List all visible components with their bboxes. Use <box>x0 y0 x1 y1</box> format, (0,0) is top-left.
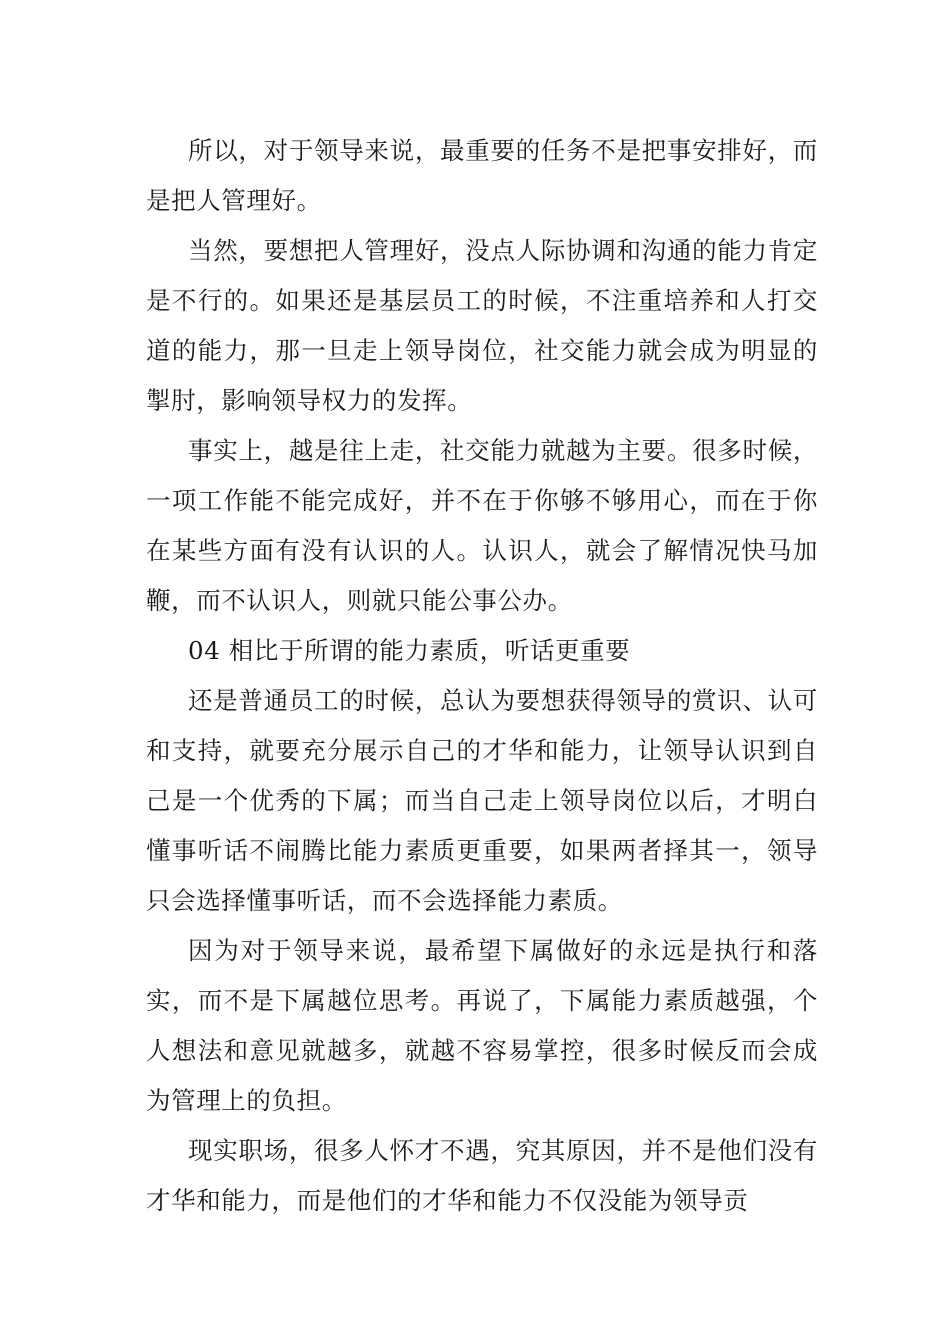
paragraph-1: 所以，对于领导来说，最重要的任务不是把事安排好，而是把人管理好。 <box>146 136 818 215</box>
paragraph-4: 还是普通员工的时候，总认为要想获得领导的赏识、认可和支持，就要充分展示自己的才华和能力，让领导认识到自己是一个优秀的下属；而当自己走上领导岗位以后，才明白懂事听话不闹腾比能力素质更重要，如果两者择其一，领导只会选择懂事听话，而不会选择能力素质。 <box>146 686 818 915</box>
paragraph-5: 因为对于领导来说，最希望下属做好的永远是执行和落实，而不是下属越位思考。再说了，下属能力素质越强，个人想法和意见就越多，就越不容易掌控，很多时候反而会成为管理上的负担。 <box>146 936 818 1115</box>
paragraph-2: 当然，要想把人管理好，没点人际协调和沟通的能力肯定是不行的。如果还是基层员工的时候，不注重培养和人打交道的能力，那一旦走上领导岗位，社交能力就会成为明显的掣肘，影响领导权力的发挥。 <box>146 236 818 415</box>
document-body <box>146 126 818 1226</box>
section-heading: 04 相比于所谓的能力素质，听话更重要 <box>188 636 631 665</box>
paragraph-6: 现实职场，很多人怀才不遇，究其原因，并不是他们没有才华和能力，而是他们的才华和能力不仅没能为领导贡 <box>146 1136 818 1215</box>
paragraph-3: 事实上，越是往上走，社交能力就越为主要。很多时候，一项工作能不能完成好，并不在于你够不够用心，而在于你在某些方面有没有认识的人。认识人，就会了解情况快马加鞭，而不认识人，则就只能公事公办。 <box>146 436 818 615</box>
